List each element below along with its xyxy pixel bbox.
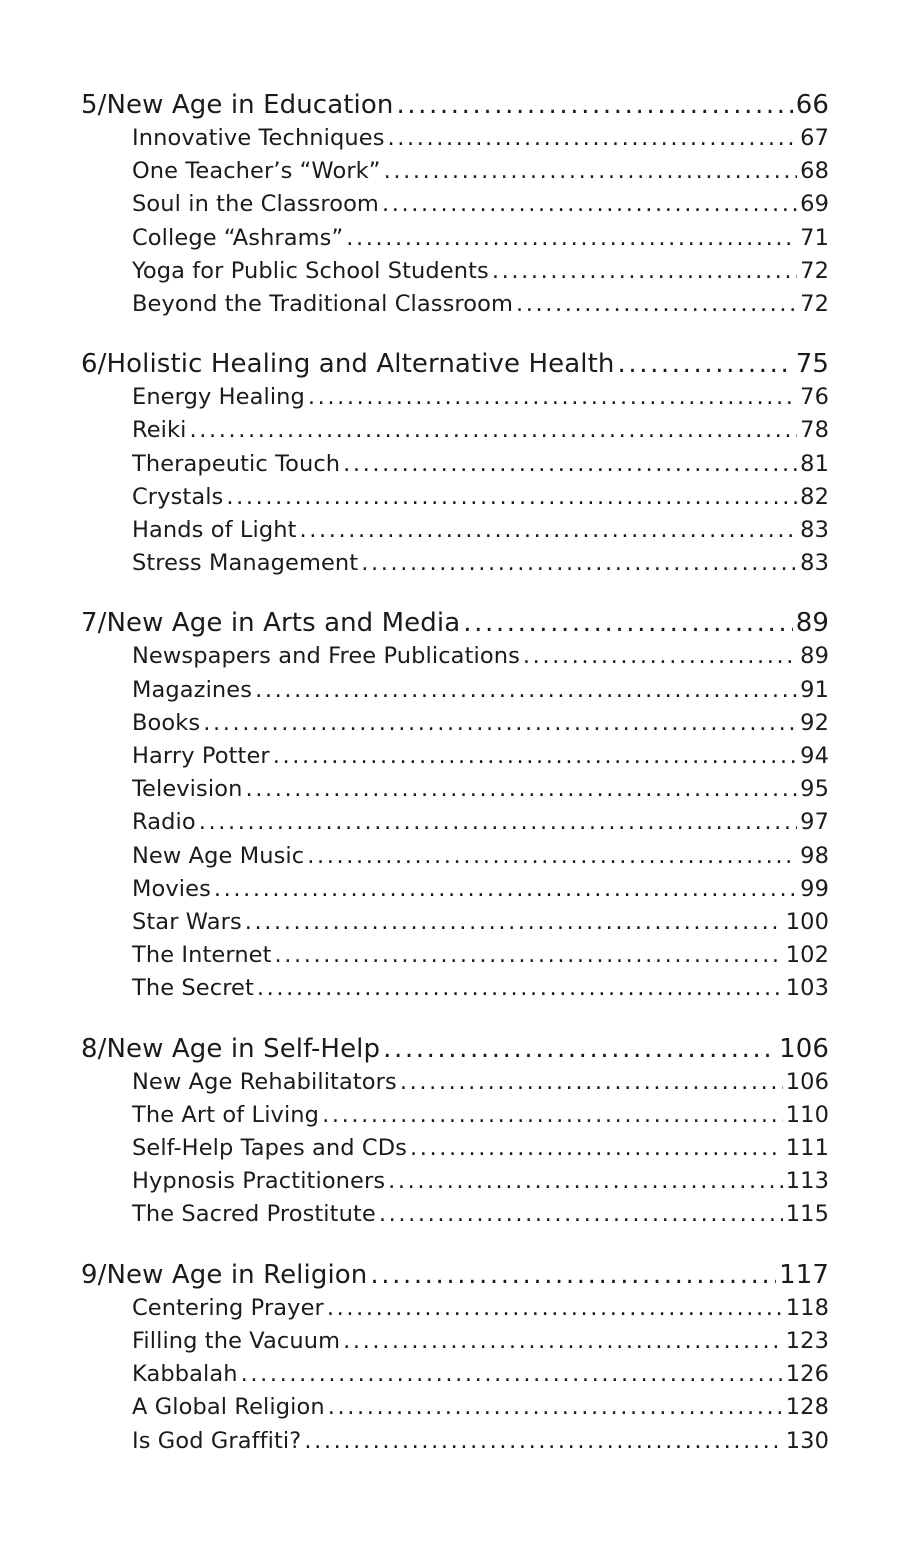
section-entry (132, 188, 829, 221)
section-title: Is God Graffiti? (132, 1427, 302, 1454)
section-page-number: 111 (785, 1135, 829, 1162)
section-page-number: 103 (785, 975, 829, 1002)
chapter-page-number: 117 (779, 1259, 829, 1290)
section-title: Radio (132, 809, 196, 836)
toc-chapter (0, 347, 902, 580)
section-title: New Age Music (132, 842, 305, 869)
dot-leader (388, 122, 798, 155)
dot-leader (273, 740, 797, 773)
section-title: Hypnosis Practitioners (132, 1168, 386, 1195)
section-entry (132, 288, 829, 321)
dot-leader (307, 840, 797, 873)
section-entry (132, 381, 829, 414)
chapter-page-number: 106 (779, 1033, 829, 1064)
section-title: A Global Religion (132, 1394, 325, 1421)
section-title: Filling the Vacuum (132, 1327, 341, 1354)
section-title: The Internet (132, 942, 272, 969)
dot-leader (308, 381, 797, 414)
dot-leader (523, 640, 797, 673)
dot-leader (214, 873, 797, 906)
dot-leader (346, 222, 797, 255)
chapter-title: 7/New Age in Arts and Media (81, 608, 461, 639)
table-of-contents (0, 88, 902, 1484)
section-title: Energy Healing (132, 384, 305, 411)
section-entry (132, 640, 829, 673)
chapter-page-number: 89 (795, 608, 829, 639)
section-entry (132, 122, 829, 155)
section-title: Stress Management (132, 550, 359, 577)
chapter-title: 8/New Age in Self-Help (81, 1033, 381, 1064)
dot-leader (343, 1325, 783, 1358)
section-entry (132, 255, 829, 288)
chapter-entry (81, 606, 829, 640)
section-page-number: 83 (800, 550, 829, 577)
section-title: Magazines (132, 676, 253, 703)
dot-leader (617, 347, 792, 381)
section-title: Star Wars (132, 909, 242, 936)
section-title: College “Ashrams” (132, 224, 344, 251)
section-entry (132, 1198, 829, 1231)
dot-leader (400, 1066, 783, 1099)
section-entry (132, 674, 829, 707)
section-entry (132, 414, 829, 447)
section-page-number: 118 (785, 1294, 829, 1321)
dot-leader (275, 939, 783, 972)
section-title: Newspapers and Free Publications (132, 643, 520, 670)
section-title: Hands of Light (132, 517, 297, 544)
dot-leader (370, 1258, 776, 1292)
section-entry (132, 906, 829, 939)
section-page-number: 97 (800, 809, 829, 836)
section-title: Reiki (132, 417, 187, 444)
section-title: Movies (132, 875, 211, 902)
chapter-entry (81, 1258, 829, 1292)
toc-chapter (0, 1258, 902, 1458)
dot-leader (226, 481, 797, 514)
chapter-title: 5/New Age in Education (81, 90, 394, 120)
section-page-number: 95 (800, 776, 829, 803)
section-page-number: 82 (800, 483, 829, 510)
section-title: Centering Prayer (132, 1294, 324, 1321)
section-page-number: 115 (785, 1201, 829, 1228)
dot-leader (300, 514, 798, 547)
section-title: The Secret (132, 975, 254, 1002)
chapter-entry (81, 1032, 829, 1066)
section-entry (132, 1066, 829, 1099)
dot-leader (241, 1358, 783, 1391)
section-entry (132, 1391, 829, 1424)
dot-leader (255, 674, 797, 707)
section-entry (132, 806, 829, 839)
section-entry (132, 1132, 829, 1165)
section-title: Innovative Techniques (132, 125, 385, 151)
section-entry (132, 1292, 829, 1325)
section-page-number: 123 (785, 1327, 829, 1354)
section-title: Harry Potter (132, 743, 270, 770)
dot-leader (463, 606, 792, 640)
toc-chapter (0, 88, 902, 321)
dot-leader (492, 255, 797, 288)
dot-leader (199, 806, 797, 839)
section-title: The Art of Living (132, 1101, 320, 1128)
dot-leader (322, 1099, 783, 1132)
section-page-number: 99 (800, 875, 829, 902)
dot-leader (190, 414, 798, 447)
section-entry (132, 873, 829, 906)
chapter-entry (81, 347, 829, 381)
section-page-number: 76 (800, 384, 829, 411)
section-page-number: 69 (800, 191, 829, 218)
chapter-title: 9/New Age in Religion (81, 1259, 368, 1290)
dot-leader (379, 1198, 783, 1231)
dot-leader (245, 773, 797, 806)
section-page-number: 100 (785, 909, 829, 936)
section-page-number: 72 (800, 291, 829, 318)
section-entry (132, 740, 829, 773)
dot-leader (245, 906, 783, 939)
section-page-number: 67 (800, 125, 829, 151)
dot-leader (304, 1425, 782, 1458)
dot-leader (382, 188, 797, 221)
section-entry (132, 155, 829, 188)
section-page-number: 68 (800, 158, 829, 185)
section-page-number: 110 (785, 1101, 829, 1128)
dot-leader (361, 547, 797, 580)
section-title: One Teacher’s “Work” (132, 158, 381, 185)
section-page-number: 128 (785, 1394, 829, 1421)
section-entry (132, 1099, 829, 1132)
section-entry (132, 840, 829, 873)
dot-leader (410, 1132, 783, 1165)
dot-leader (396, 88, 792, 122)
section-page-number: 102 (785, 942, 829, 969)
chapter-page-number: 75 (795, 349, 829, 380)
section-title: Therapeutic Touch (132, 450, 341, 477)
dot-leader (383, 1032, 776, 1066)
dot-leader (327, 1292, 783, 1325)
dot-leader (343, 448, 797, 481)
section-title: Self-Help Tapes and CDs (132, 1135, 407, 1162)
section-page-number: 98 (800, 842, 829, 869)
dot-leader (384, 155, 798, 188)
section-page-number: 130 (785, 1427, 829, 1454)
section-page-number: 72 (800, 257, 829, 284)
section-title: Yoga for Public School Students (132, 257, 489, 284)
section-entry (132, 773, 829, 806)
dot-leader (388, 1165, 783, 1198)
dot-leader (328, 1391, 783, 1424)
section-page-number: 126 (785, 1361, 829, 1388)
section-page-number: 81 (800, 450, 829, 477)
section-title: New Age Rehabilitators (132, 1068, 397, 1095)
section-title: Soul in the Classroom (132, 191, 379, 218)
section-page-number: 113 (785, 1168, 829, 1195)
section-title: The Sacred Prostitute (132, 1201, 376, 1228)
section-entry (132, 972, 829, 1005)
dot-leader (516, 288, 797, 321)
chapter-entry (81, 88, 829, 122)
dot-leader (203, 707, 797, 740)
section-page-number: 89 (800, 643, 829, 670)
section-page-number: 83 (800, 517, 829, 544)
section-page-number: 78 (800, 417, 829, 444)
section-page-number: 92 (800, 709, 829, 736)
chapter-page-number: 66 (795, 90, 829, 120)
toc-chapter (0, 1032, 902, 1232)
section-entry (132, 481, 829, 514)
section-title: Crystals (132, 483, 224, 510)
section-title: Kabbalah (132, 1361, 238, 1388)
section-page-number: 91 (800, 676, 829, 703)
section-entry (132, 1425, 829, 1458)
section-title: Books (132, 709, 201, 736)
section-entry (132, 707, 829, 740)
section-title: Television (132, 776, 243, 803)
section-entry (132, 222, 829, 255)
section-title: Beyond the Traditional Classroom (132, 291, 514, 318)
section-page-number: 106 (785, 1068, 829, 1095)
chapter-title: 6/Holistic Healing and Alternative Health (81, 349, 615, 380)
dot-leader (257, 972, 783, 1005)
section-page-number: 71 (800, 224, 829, 251)
section-entry (132, 514, 829, 547)
section-entry (132, 939, 829, 972)
section-page-number: 94 (800, 743, 829, 770)
section-entry (132, 1165, 829, 1198)
section-entry (132, 547, 829, 580)
toc-chapter (0, 606, 902, 1005)
section-entry (132, 1325, 829, 1358)
section-entry (132, 1358, 829, 1391)
section-entry (132, 448, 829, 481)
